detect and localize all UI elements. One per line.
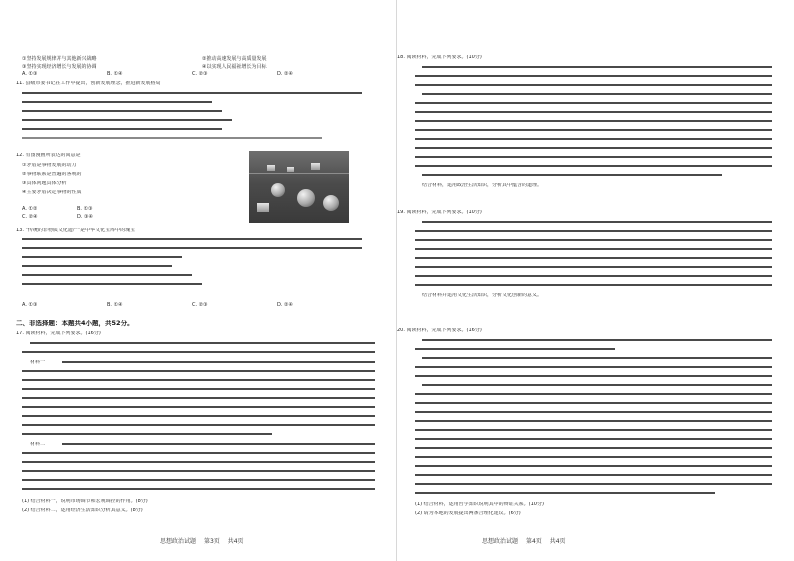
text-line [415, 84, 772, 86]
text-line [415, 75, 772, 77]
photo-object [257, 203, 269, 212]
text-line [415, 456, 772, 458]
question-prompt: 结合材料并运用文化生活知识，分析文化创新的意义。 [422, 293, 543, 298]
footer-title: 思想政治试题 [482, 538, 519, 545]
text-line [22, 101, 212, 103]
text-line [62, 443, 375, 445]
answer-option: C. ②③ [192, 302, 208, 308]
text-line [422, 357, 772, 359]
text-line [22, 247, 362, 249]
text-line [415, 420, 772, 422]
footer-title: 思想政治试题 [160, 538, 197, 545]
question-stem: 18. 阅读材料，完成下列要求。(10分) [397, 55, 482, 60]
photo-horizon [249, 173, 349, 174]
question-photo [249, 151, 349, 223]
item-text: ②事物联系是普遍的客观的 [22, 172, 82, 177]
choice-text: ③坚持实现经济增长与发展的协调 [22, 64, 97, 70]
answer-option: D. ②④ [277, 71, 293, 77]
question-prompt: 结合材料，运用政治生活知识，分析其中蕴含的道理。 [422, 183, 543, 188]
text-line [415, 465, 772, 467]
answer-option: C. ②④ [22, 214, 38, 220]
text-line [22, 470, 375, 472]
text-line [415, 266, 772, 268]
text-line [415, 429, 772, 431]
material-label: 材料二 [30, 442, 46, 447]
item-text: ④主要矛盾决定事物的性质 [22, 190, 82, 195]
page-count: 共4页 [549, 538, 566, 545]
answer-option: A. ①② [22, 206, 38, 212]
text-line [415, 366, 772, 368]
choice-text: ②推动高速发展与高质量发展 [202, 56, 267, 62]
answer-options [22, 302, 362, 308]
question-stem: 19. 阅读材料，完成下列要求。(10分) [397, 210, 482, 215]
answer-option: A. ①③ [22, 302, 38, 308]
text-line [22, 379, 375, 381]
answer-option: A. ①③ [22, 71, 38, 77]
section-heading: 二、非选择题：本题共4小题，共52分。 [16, 320, 134, 327]
text-line [22, 274, 192, 276]
page-footer [160, 536, 250, 545]
text-line [22, 351, 375, 353]
photo-object [271, 183, 285, 197]
photo-object [297, 189, 315, 207]
text-line [415, 156, 772, 158]
item-text: ③具体问题具体分析 [22, 181, 67, 186]
right-page [397, 0, 794, 561]
question-stem: 17. 阅读材料，完成下列要求。(16分) [16, 331, 101, 336]
text-line [415, 147, 772, 149]
text-line [415, 239, 772, 241]
text-line [415, 120, 772, 122]
answer-option: D. ③④ [77, 214, 93, 220]
text-line [415, 284, 772, 286]
text-line [415, 492, 715, 494]
text-line [415, 102, 772, 104]
text-line [22, 119, 232, 121]
photo-object [267, 165, 275, 171]
material-label: 材料一 [30, 360, 46, 365]
text-line [415, 402, 772, 404]
text-line [22, 137, 322, 139]
question-stem: 11. 县级市委书记在工作中提出，创新发展理念，推进新发展格局 [16, 81, 161, 86]
text-line [422, 384, 772, 386]
text-line [415, 248, 772, 250]
choice-text: ④以实现人民福祉增长为目标 [202, 64, 267, 70]
text-line [22, 283, 202, 285]
page-count: 共4页 [227, 538, 244, 545]
text-line [415, 165, 772, 167]
text-line [22, 238, 362, 240]
text-line [415, 447, 772, 449]
text-line [422, 174, 722, 176]
text-line [22, 415, 375, 417]
answer-option: D. ②④ [277, 302, 293, 308]
text-line [22, 452, 375, 454]
text-line [415, 348, 615, 350]
text-line [422, 93, 772, 95]
sub-question: (2) 结合材料二，运用经济生活知识分析其意义。(8分) [22, 508, 143, 513]
text-line [22, 406, 375, 408]
answer-options [22, 206, 242, 212]
sub-question: (1) 结合材料一，说明市场调节和宏观调控的作用。(8分) [22, 499, 148, 504]
text-line [22, 265, 172, 267]
text-line [422, 66, 772, 68]
text-line [415, 111, 772, 113]
text-line [415, 138, 772, 140]
answer-option: C. ②③ [192, 71, 208, 77]
sub-question: (2) 请为本地的发展提出两条合理化建议。(6分) [415, 511, 521, 516]
text-line [22, 461, 375, 463]
text-line [62, 361, 375, 363]
photo-object [323, 195, 339, 211]
text-line [415, 474, 772, 476]
text-line [415, 275, 772, 277]
text-line [415, 129, 772, 131]
text-line [22, 397, 375, 399]
answer-option: B. ①④ [107, 71, 123, 77]
photo-object [287, 167, 294, 172]
text-line [22, 256, 182, 258]
text-line [22, 488, 375, 490]
text-line [415, 411, 772, 413]
answer-option: B. ①③ [77, 206, 93, 212]
choice-row-1 [22, 55, 362, 62]
question-stem: 20. 阅读材料，完成下列要求。(16分) [397, 328, 482, 333]
item-text: ①矛盾是事物发展的动力 [22, 163, 77, 168]
text-line [22, 92, 362, 94]
text-line [22, 388, 375, 390]
choice-row-2 [22, 63, 362, 70]
text-line [415, 375, 772, 377]
question-stem: 13. "传统的非物质文化遗产"是中华文化宝库中的瑰宝 [16, 228, 136, 233]
answer-option: B. ①④ [107, 302, 123, 308]
page-number: 第3页 [203, 538, 220, 545]
choice-text: ①坚持发展规律并与其他新兴战略 [22, 56, 97, 62]
question-stem: 12. 有图漫画所表达的寓意是 [16, 153, 81, 158]
text-line [22, 128, 222, 130]
text-line [22, 433, 272, 435]
answer-options [22, 71, 362, 77]
text-line [415, 393, 772, 395]
text-line [415, 483, 772, 485]
page-number: 第4页 [525, 538, 542, 545]
text-line [415, 230, 772, 232]
text-line [22, 424, 375, 426]
page-footer [482, 536, 572, 545]
sub-question: (1) 结合材料，运用哲学知识说明其中的辩证关系。(10分) [415, 502, 544, 507]
photo-object [311, 163, 320, 170]
text-line [22, 479, 375, 481]
text-line [22, 370, 375, 372]
answer-options [22, 214, 242, 220]
text-line [422, 221, 772, 223]
text-line [415, 257, 772, 259]
text-line [422, 339, 772, 341]
text-line [22, 110, 222, 112]
text-line [415, 438, 772, 440]
text-line [30, 342, 375, 344]
